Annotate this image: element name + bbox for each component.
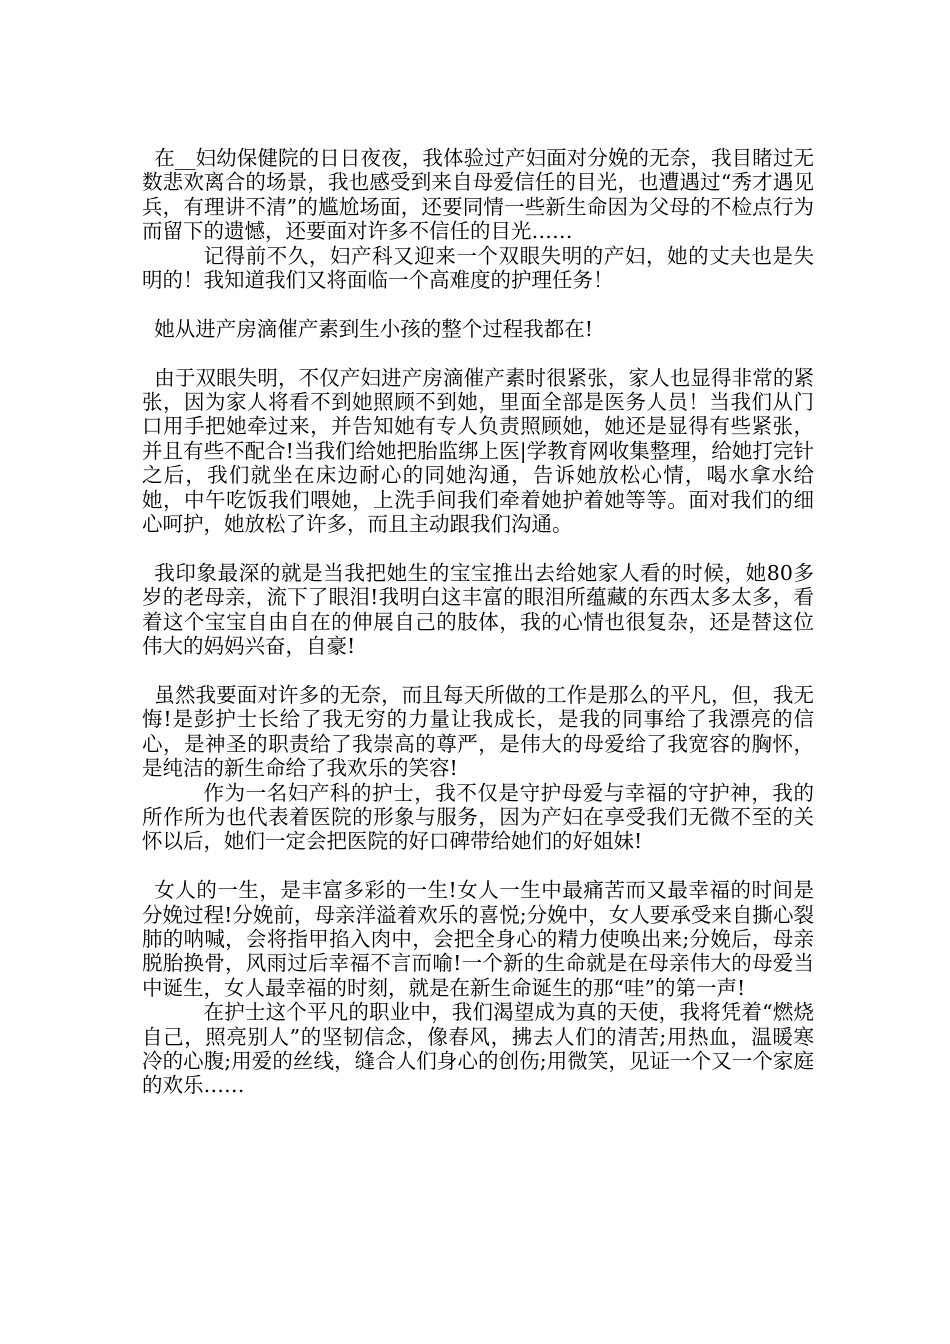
paragraph-deepest-impression: 我印象最深的就是当我把她生的宝宝推出去给她家人看的时候，她80多岁的老母亲，流下了眼泪!我明白这丰富的眼泪所蕴藏的东西太多太多，看着这个宝宝自由自在的伸展自己的肢体，我的心情也很复杂，还是替这位伟大的妈妈兴奋，自豪! [142,560,814,659]
paragraph-spacer [142,536,814,560]
paragraph-womans-life: 女人的一生，是丰富多彩的一生!女人一生中最痛苦而又最幸福的时间是分娩过程!分娩前，母亲洋溢着欢乐的喜悦;分娩中，女人要承受来自撕心裂肺的呐喊，会将指甲掐入肉中，会把全身心的精力使唤出来;分娩后，母亲脱胎换骨，风雨过后幸福不言而喻!一个新的生命就是在母亲伟大的母爱当中诞生，女人最幸福的时刻，就是在新生命诞生的那“哇”的第一声! [142,878,814,1000]
paragraph-nursing-care: 由于双眼失明，不仅产妇进产房滴催产素时很紧张，家人也显得非常的紧张，因为家人将看不到她照顾不到她，里面全部是医务人员！当我们从门口用手把她牵过来，并告知她有专人负责照顾她，她还是显得有些紧张，并且有些不配合!当我们给她把胎监绑上医|学教育网收集整理，给她打完针之后，我们就坐在床边耐心的同她沟通，告诉她放松心情，喝水拿水给她，中午吃饭我们喂她，上洗手间我们牵着她护着她等等。面对我们的细心呵护，她放松了许多，而且主动跟我们沟通。 [142,365,814,537]
paragraph-angel: 在护士这个平凡的职业中，我们渴望成为真的天使，我将凭着“燃烧自己，照亮别人”的坚韧信念，像春风，拂去人们的清苦;用热血，温暖寒冷的心腹;用爱的丝线，缝合人们身心的创伤;用微笑，见证一个又一个家庭的欢乐…… [142,1000,814,1098]
paragraph-spacer [142,292,814,316]
paragraph-spacer [142,658,814,682]
paragraph-spacer [142,341,814,365]
document-body [142,146,814,1098]
paragraph-blind-mother: 记得前不久，妇产科又迎来一个双眼失明的产妇，她的丈夫也是失明的！我知道我们又将面临一个高难度的护理任务！ [142,243,814,293]
paragraph-spacer [142,854,814,878]
paragraph-guardian: 作为一名妇产科的护士，我不仅是守护母爱与幸福的守护神，我的所作所为也代表着医院的形象与服务，因为产妇在享受我们无微不至的关怀以后，她们一定会把医院的好口碑带给她们的好姐妹! [142,780,814,854]
paragraph-no-regrets: 虽然我要面对许多的无奈，而且每天所做的工作是那么的平凡，但，我无悔!是彭护士长给了我无穷的力量让我成长，是我的同事给了我漂亮的信心，是神圣的职责给了我崇高的尊严，是伟大的母爱给了我宽容的胸怀，是纯洁的新生命给了我欢乐的笑容! [142,682,814,781]
paragraph-whole-process: 她从进产房滴催产素到生小孩的整个过程我都在! [154,316,594,341]
paragraph-intro: 在__妇幼保健院的日日夜夜，我体验过产妇面对分娩的无奈，我目睹过无数悲欢离合的场景，我也感受到来自母爱信任的目光，也遭遇过“秀才遇见兵，有理讲不清”的尴尬场面，还要同情一些新生命因为父母的不检点行为而留下的遗憾，还要面对许多不信任的目光…… [142,146,814,244]
